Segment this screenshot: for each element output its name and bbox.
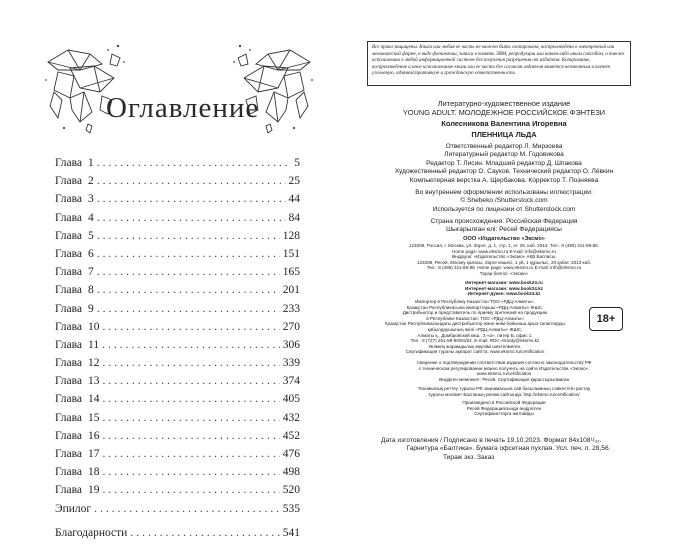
toc-label: Глава [55,338,83,351]
certification-line: www.eksmo.ru/certification [476,371,532,377]
internet-shop [370,280,638,297]
toc-page-number: 405 [282,393,300,406]
toc-page-number: 25 [288,175,300,188]
importer-line: Қазақстан Республикасына импорттаушы «РДЦ-Алматы» ЖШС. [406,304,544,310]
toc-leader-dots [103,412,280,424]
toc-leader-dots [97,303,280,315]
toc-page-number: 270 [282,320,300,333]
kz-tech-line: туралы мәлімет Баспаның ресми сайтында: http://eksmo.ru/certification/ [428,391,580,397]
circulation-line: Тираж экз. Заказ [443,453,495,461]
legal-notice: Все права защищены. Книга или любая ее часть не может быть скопирована, воспроизведена в электронной или механической форме, в виде фотокопии, записи в память ЭВМ, репродукции или каким-либо иным способом, а также использована в любой информационной системе без получения разрешения от издателя. Копирование, воспроизведение и иное использование книги или ее части без согласия издателя является незаконным и влечет уголовную, административную и гражданскую ответственность. [367,41,631,86]
toc-row [55,266,300,284]
toc-page-number: 151 [282,247,300,260]
toc-leader-dots [97,157,291,169]
book-title: ПЛЕННИЦА ЛЬДА [471,130,537,139]
toc-page-number: 541 [282,526,300,539]
importer-line: Қазақстан Республикасындағы дистрибьютор және өнім бойынша арыз-талаптарды [385,321,565,327]
toc-row-acknowledgements [55,527,300,545]
toc-page-number: 233 [282,302,300,315]
toc-leader-dots [97,230,280,242]
toc-page-number: 498 [282,466,300,479]
toc-leader-dots [103,484,280,496]
toc-leader-dots [97,175,286,187]
importer-line: Импортер в Республику Казахстан ТОО «РДЦ-Алматы». [415,299,535,304]
kz-tech-line: Сертификаттауға жатпайды [474,411,534,417]
toc-row [55,430,300,448]
illustrations-line: Используется по лицензии от Shutterstock.com [432,205,576,213]
origin-line: Шығарылған елі: Ресей Федерациясы [446,226,562,234]
toc-label: Глава [55,229,83,242]
origin [370,218,638,235]
certification [370,360,638,382]
toc-row [55,193,300,211]
editor-line: Литературный редактор М. Годовикова [444,151,564,159]
toc-page-number: 306 [282,338,300,351]
toc-label: Глава [55,357,83,370]
toc-chapter-number: 11 [88,338,100,351]
toc-row [55,157,300,175]
toc-leader-dots [130,527,279,539]
toc-label: Глава [55,466,83,479]
publisher-line: Home page: www.eksmo.ru E-mail: info@eksmo.ru [452,248,556,254]
toc-leader-dots [97,284,280,296]
toc-leader-dots [103,375,280,387]
toc-row [55,357,300,375]
toc-leader-dots [103,448,280,460]
editor-line: Редактор Т. Лисин. Младший редактор Д. Шпакова [426,159,582,167]
series: YOUNG ADULT. МОЛОДЕЖНОЕ РОССИЙСКОЕ ФЭНТЕЗИ [402,108,606,117]
importer-line: в Республике Казахстан: ТОО «РДЦ-Алматы» [426,315,524,321]
kz-tech-line: Произведено в Российской Федерации [462,400,546,406]
toc-leader-dots [103,321,280,333]
origin-line: Страна происхождения: Российская Федерация [430,218,578,225]
age-rating-badge: 18+ [589,307,623,331]
internet-shop-kz: Интернет-магазин: www.book24.kz [465,285,543,291]
toc-label: Глава [55,193,83,206]
toc-row [55,321,300,339]
publisher-name: ООО «Издательство «Эксмо» [463,236,545,242]
editor-line: Ответственный редактор Л. Мирзоева [445,143,563,150]
importer-line: қабылдаушының өкілі «РДЦ-Алматы» ЖШС, [427,326,523,332]
toc-chapter-number: 8 [88,284,94,297]
toc-label: Глава [55,302,83,315]
toc-chapter-number: 15 [88,411,100,424]
toc-chapter-number: 18 [88,466,100,479]
kz-tech-line: Ресей Федерациясында өндірілген [466,405,542,411]
importer-details [370,299,580,355]
toc-row [55,248,300,266]
internet-shop-ru: Интернет-магазин: www.book24.ru [465,280,543,285]
toc-chapter-number: 9 [88,302,94,315]
toc-label: Глава [55,284,83,297]
toc-leader-dots [97,193,286,205]
toc-page-number: 201 [282,284,300,297]
toc-label: Глава [55,411,83,424]
table-of-contents [55,157,300,545]
toc-chapter-number: 2 [88,175,94,188]
toc-leader-dots [103,357,280,369]
toc-page-number: 476 [282,448,300,460]
toc-row [55,448,300,466]
publisher-line: Тауар белгісі: «Эксмо» [479,270,529,276]
toc-label: Эпилог [55,502,92,515]
toc-label: Глава [55,175,83,188]
toc-row [55,230,300,248]
toc-row [55,503,300,521]
toc-page-number: 452 [282,429,300,442]
toc-leader-dots [103,466,280,478]
publisher-details [370,243,638,277]
toc-row [55,393,300,411]
toc-label: Благодарности [55,526,128,539]
toc-label: Глава [55,157,83,169]
toc-page-number: 339 [282,357,300,370]
toc-page-number: 535 [282,502,300,515]
toc-chapter-number: 10 [88,320,100,333]
importer-line: Дистрибьютор и представитель по приему претензий на продукцию [402,310,548,316]
toc-page-number: 44 [288,193,300,206]
importer-line: Өнімнің жарамдылық мерзімі шектелмеген. [428,343,522,349]
editor-line: Компьютерная верстка А. Щербакова. Корректор Т. Позняева [409,176,599,184]
toc-page-number: 84 [288,211,300,224]
importer-line: Сертификация туралы ақпарат сайтта: www.eksmo.ru/certification [405,349,545,355]
certification-line: о техническом регулировании можно получить на сайте Издательства «Эксмо»: [418,365,590,371]
publisher-line: Тел.: 8 (495) 411-68-86. Home page: www.eksmo.ru E-mail: info@eksmo.ru [426,265,582,271]
illustrations-line: Во внутреннем оформлении использованы иллюстрации: [415,189,593,196]
toc-chapter-number: 19 [88,484,100,497]
toc-page-number: 374 [282,375,300,388]
toc-label: Глава [55,484,83,497]
toc-chapter-number: 1 [88,157,94,169]
illustrations-line: © Shebeko /Shutterstock.com [460,197,548,205]
toc-row [55,212,300,230]
toc-row [55,412,300,430]
toc-row [55,303,300,321]
toc-row [55,484,300,502]
toc-page-number: 165 [282,266,300,279]
toc-chapter-number: 17 [88,448,100,460]
toc-chapter-number: 4 [88,211,94,224]
publisher-line: 123308, Ресей, Мәскеу қаласы, Зорге көшесі, 1 үй, 1 құрылыс, 20 қабат, 2013 каб. [416,259,592,265]
printing-info [381,437,636,462]
toc-chapter-number: 7 [88,266,94,279]
toc-leader-dots [97,212,286,224]
page-title: Оглавление [106,92,260,124]
certification-line: Сведения о подтверждении соответствия издания согласно законодательству РФ [416,360,592,365]
toc-page-number: 5 [294,157,300,169]
toc-leader-dots [97,248,280,260]
toc-page-number: 128 [282,229,300,242]
toc-label: Глава [55,247,83,260]
toc-leader-dots [102,339,280,351]
toc-leader-dots [94,503,280,515]
toc-label: Глава [55,266,83,279]
publisher-line: 123308, Россия, г. Москва, ул. Зорге, д. 1, стр. 1, эт. 20, каб. 2013. Тел.: 8 (495) 411-68-86. [408,243,600,248]
toc-row [55,284,300,302]
toc-leader-dots [103,430,280,442]
toc-label: Глава [55,393,83,406]
editors [370,143,638,185]
kz-tech-info [370,386,638,417]
toc-chapter-number: 14 [88,393,100,406]
toc-row [55,339,300,357]
toc-label: Глава [55,320,83,333]
toc-chapter-number: 16 [88,429,100,442]
toc-leader-dots [103,393,280,405]
toc-row [55,175,300,193]
toc-chapter-number: 13 [88,375,100,388]
toc-leader-dots [97,266,280,278]
toc-page-number: 432 [282,411,300,424]
toc-label: Глава [55,211,83,224]
paper-line: Гарнитура «Балтика». Бумага офсетная пухлая. Усл. печ. л. 28,56. [406,445,611,453]
toc-chapter-number: 5 [88,229,94,242]
publisher-line: Өндіруші: «Издательство «Эксмо» АҚБ Баспасы, [451,254,557,260]
importer-line: Тел.: 8 (727) 251-59-90/91/92. E-mail: RDC-Almaty@eksmo.kz [410,338,540,344]
toc-chapter-number: 3 [88,193,94,206]
toc-row [55,466,300,484]
illustrations [370,189,638,214]
internet-shop-kz2: Интернет-дүкен: www.book24.kz [467,291,541,297]
certification-line: Өндірген мемлекет: Ресей. Сертификация қарастырылмаған [438,376,570,382]
printing-date-line: Дата изготовления / Подписано в печать 19.10.2023. Формат 84x108¹/₃₂. [381,437,602,444]
toc-chapter-number: 6 [88,247,94,260]
kz-tech-line: Техникалық реттеу туралы РФ заңнамасына сай басылымның сәйкестігін растау [417,386,591,391]
toc-page-number: 520 [282,484,300,497]
toc-label: Глава [55,429,83,442]
toc-label: Глава [55,448,83,460]
toc-row [55,375,300,393]
author: Колесникова Валентина Игоревна [441,119,567,128]
genre: Литературно-художественное издание [437,99,571,108]
toc-label: Глава [55,375,83,388]
toc-chapter-number: 12 [88,357,100,370]
importer-line: Алматы қ., Домбровский көш., 3 «а», литер Б, офис 1. [417,332,533,338]
editor-line: Художественный редактор О. Сауков. Технический редактор О. Лёвкин [394,168,614,176]
